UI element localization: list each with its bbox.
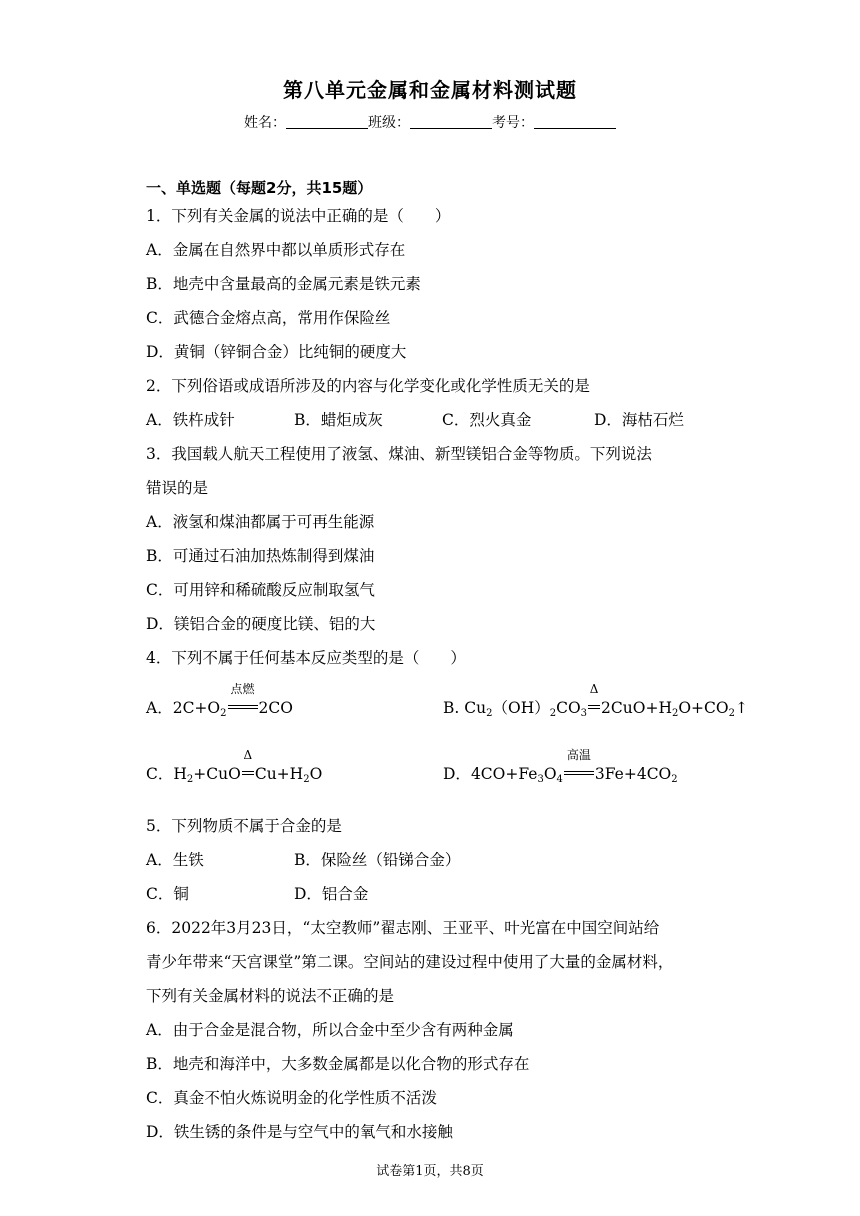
question-2-option-c: C．烈火真金: [442, 411, 532, 429]
class-blank[interactable]: [410, 114, 492, 129]
question-4-option-a: A．$2C+O_2$ 点燃 2CO: [146, 682, 293, 719]
question-2-option-b: B．蜡炬成灰: [294, 411, 383, 429]
number-blank[interactable]: [534, 114, 616, 129]
question-4-stem: 4．下列不属于任何基本反应类型的是（ ）: [146, 649, 466, 667]
question-3-option-c: C．可用锌和稀硫酸反应制取氢气: [146, 581, 375, 599]
question-5-option-c: C．铜: [146, 885, 189, 903]
question-4-option-c: C．$H_2+CuO$ Δ $Cu+H_2O$: [146, 748, 323, 785]
student-info-line: [0, 112, 860, 132]
question-2-stem: 2．下列俗语或成语所涉及的内容与化学变化或化学性质无关的是: [146, 377, 590, 395]
question-3-option-b: B．可通过石油加热炼制得到煤油: [146, 547, 375, 565]
section-heading: 一、单选题（每题2分，共15题）: [146, 179, 373, 197]
question-6-option-c: C．真金不怕火炼说明金的化学性质不活泼: [146, 1089, 437, 1107]
question-6-option-d: D．铁生锈的条件是与空气中的氧气和水接触: [146, 1123, 453, 1141]
name-blank[interactable]: [286, 114, 368, 129]
question-1-option-c: C．武德合金熔点高，常用作保险丝: [146, 309, 391, 327]
question-1-option-a: A．金属在自然界中都以单质形式存在: [146, 241, 406, 259]
question-3-stem-line-2: 错误的是: [146, 479, 209, 497]
number-label: 考号：: [492, 115, 534, 131]
question-3-option-a: A．液氢和煤油都属于可再生能源: [146, 513, 375, 531]
question-6-option-a: A．由于合金是混合物，所以合金中至少含有两种金属: [146, 1021, 514, 1039]
question-1-option-b: B．地壳中含量最高的金属元素是铁元素: [146, 275, 421, 293]
question-4-option-d: D．$4CO+Fe_3O_4$ 高温 $3Fe+4CO_2$: [443, 748, 678, 785]
question-5-option-d: D．铝合金: [294, 885, 369, 903]
class-label: 班级：: [368, 115, 410, 131]
question-3-stem-line-1: 3．我国载人航天工程使用了液氢、煤油、新型镁铝合金等物质。下列说法: [146, 445, 652, 463]
question-5-options-row-1: [146, 850, 460, 870]
question-3-option-d: D．镁铝合金的硬度比镁、铝的大: [146, 615, 376, 633]
question-5-option-a: A．生铁: [146, 851, 204, 869]
question-6-option-b: B．地壳和海洋中，大多数金属都是以化合物的形式存在: [146, 1055, 530, 1073]
question-5-stem: 5．下列物质不属于合金的是: [146, 817, 342, 835]
question-6-stem-line-3: 下列有关金属材料的说法不正确的是: [146, 987, 395, 1005]
question-5-options-row-2: [146, 884, 368, 904]
question-6-stem-line-2: 青少年带来“天宫课堂”第二课。空间站的建设过程中使用了大量的金属材料，: [146, 953, 674, 971]
question-5-option-b: B．保险丝（铅锑合金）: [294, 851, 461, 869]
question-1-stem: 1．下列有关金属的说法中正确的是（ ）: [146, 207, 451, 225]
question-1-option-d: D．黄铜（锌铜合金）比纯铜的硬度大: [146, 343, 407, 361]
question-2-option-d: D．海枯石烂: [594, 411, 684, 429]
name-label: 姓名：: [244, 115, 286, 131]
question-2-option-a: A．铁杵成针: [146, 411, 235, 429]
page-title: 第八单元金属和金属材料测试题: [283, 78, 577, 102]
page-footer: 试卷第1页，共8页: [376, 1164, 484, 1179]
reaction-condition-ignite: 点燃: [228, 698, 258, 718]
reaction-condition-high-temp: 高温: [564, 764, 594, 784]
reaction-condition-heat: Δ: [588, 698, 600, 718]
question-4-option-b: B. $Cu_2(OH)_2CO_3$ Δ $2CuO+H_2O+CO_2↑$: [443, 682, 748, 719]
reaction-condition-heat: Δ: [242, 764, 254, 784]
question-6-stem-line-1: 6．2022年3月23日，“太空教师”翟志刚、王亚平、叶光富在中国空间站给: [146, 919, 660, 937]
question-2-options: [146, 410, 684, 430]
